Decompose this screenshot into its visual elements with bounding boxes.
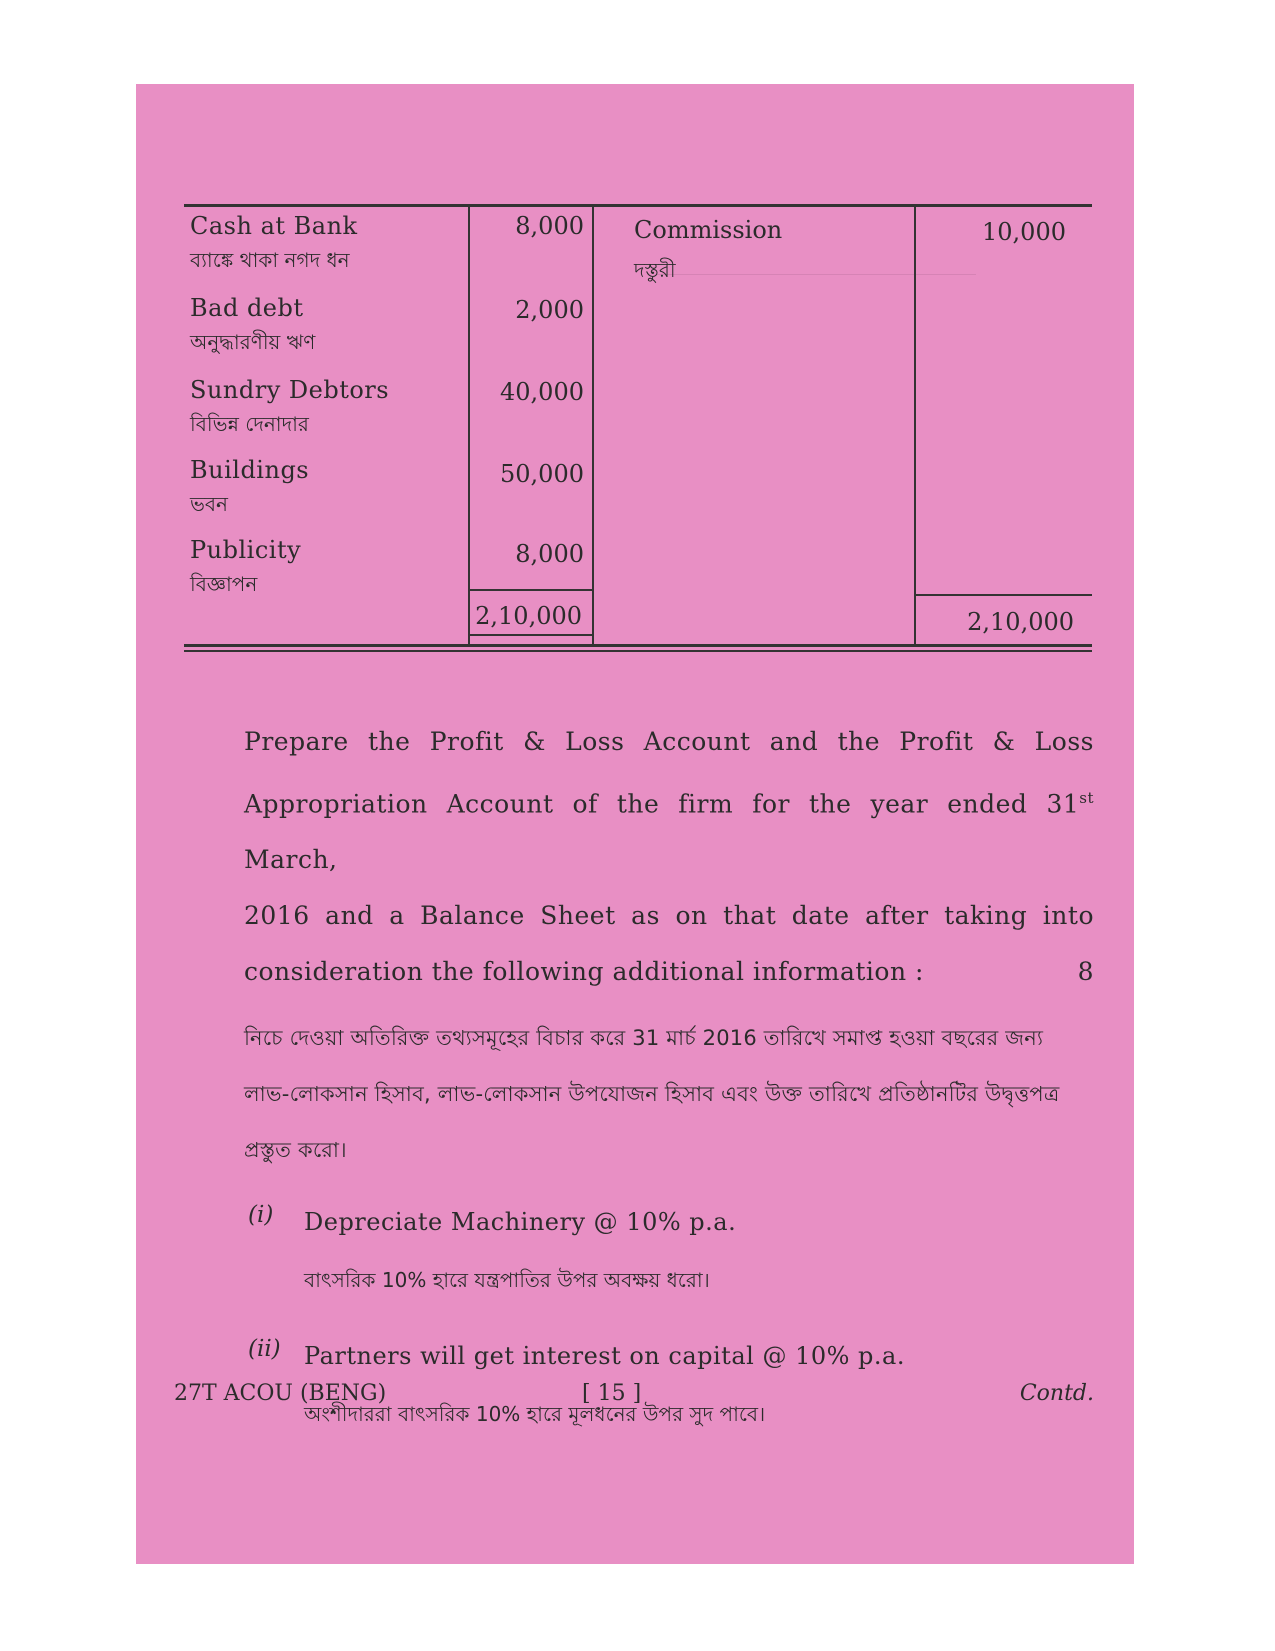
paper-code: 27T ACOU (BENG) xyxy=(174,1381,387,1406)
question-line xyxy=(244,944,1094,1000)
debit-total-top-rule xyxy=(468,589,592,591)
row-label-en: Sundry Debtors xyxy=(190,376,390,404)
row-amount: 8,000 xyxy=(515,212,584,240)
debit-total: 2,10,000 xyxy=(475,602,582,630)
ledger-table xyxy=(184,204,1092,679)
row-label-en: Buildings xyxy=(190,456,310,484)
exam-page xyxy=(136,84,1134,1564)
debit-total-underline xyxy=(468,634,592,636)
row-label-bn: ভবন xyxy=(190,492,228,516)
question-line: 2016 and a Balance Sheet as on that date after taking into xyxy=(244,901,1094,931)
col-rule-2 xyxy=(592,204,594,644)
credit-label-en: Commission xyxy=(634,216,783,244)
item-text-en: Partners will get interest on capital @ 10% p.a. xyxy=(304,1342,905,1371)
credit-total-top-rule xyxy=(914,594,1092,596)
list-item xyxy=(244,1202,1094,1300)
table-bottom-rule-1 xyxy=(184,644,1092,647)
row-label-bn: বিভিন্ন দেনাদার xyxy=(190,412,309,436)
row-label-bn: বিজ্ঞাপন xyxy=(190,572,258,596)
item-text-bn: অংশীদাররা বাৎসরিক 10% হারে মূলধনের উপর সুদ পাবে। xyxy=(304,1402,766,1427)
ordinal-suffix: st xyxy=(1079,789,1094,807)
question-line: Prepare the Profit & Loss Account and the Profit & Loss xyxy=(244,727,1094,756)
question-line-post: March, xyxy=(244,845,338,875)
col-rule-3 xyxy=(914,204,916,644)
credit-total: 2,10,000 xyxy=(967,608,1074,636)
question-line-last: consideration the following additional information : xyxy=(244,957,924,987)
item-number: (i) xyxy=(248,1202,274,1229)
col-rule-1 xyxy=(468,204,470,644)
row-amount: 8,000 xyxy=(515,540,584,568)
item-text-bn: বাৎসরিক 10% হারে যন্ত্রপাতির উপর অবক্ষয় ধরো। xyxy=(304,1268,710,1293)
question-text-en xyxy=(244,714,1094,1000)
row-amount: 2,000 xyxy=(515,296,584,324)
row-label-en: Publicity xyxy=(190,536,302,564)
item-text-en: Depreciate Machinery @ 10% p.a. xyxy=(304,1208,737,1237)
question-line-pre: Appropriation Account of the firm for the year ended 31 xyxy=(244,789,1080,819)
page-number: [ 15 ] xyxy=(582,1381,642,1406)
question-line xyxy=(244,770,1094,888)
question-block xyxy=(244,714,1094,1434)
credit-label-bn: দস্তুরী xyxy=(634,258,676,282)
row-amount: 50,000 xyxy=(500,460,584,488)
question-text-bn: নিচে দেওয়া অতিরিক্ত তথ্যসমূহের বিচার করে 31 মার্চ 2016 তারিখে সমাপ্ত হওয়া বছরের জন্য লাভ-লোকসান হিসাব, লাভ-লোকসান উপযোজন হিসাব এবং উক্ত তারিখে প্রতিষ্ঠানটির উদ্বৃত্তপত্র প্রস্তুত করো। xyxy=(244,1026,1060,1163)
credit-amount: 10,000 xyxy=(982,218,1066,246)
table-bottom-rule-2 xyxy=(184,650,1092,652)
item-number: (ii) xyxy=(248,1336,281,1363)
continued-label: Contd. xyxy=(1019,1381,1094,1406)
marks: 8 xyxy=(1077,957,1094,987)
row-label-bn: অনুদ্ধারণীয় ঋণ xyxy=(190,330,316,354)
row-label-en: Cash at Bank xyxy=(190,212,358,240)
row-amount: 40,000 xyxy=(500,378,584,406)
row-label-en: Bad debt xyxy=(190,294,304,322)
row-label-bn: ব্যাঙ্কে থাকা নগদ ধন xyxy=(190,248,350,272)
table-top-rule xyxy=(184,204,1092,207)
